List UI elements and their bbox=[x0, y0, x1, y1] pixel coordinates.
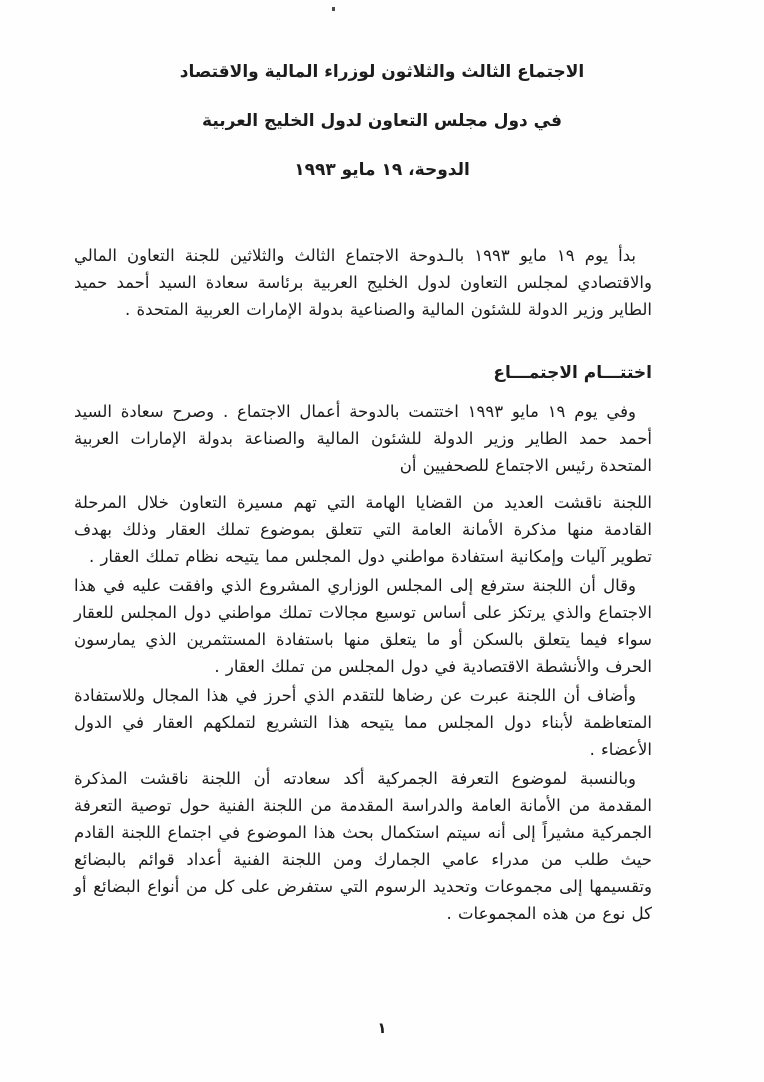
document-body bbox=[0, 242, 764, 927]
paragraph-customs-tariff: وبالنسبة لموضوع التعرفة الجمركية أكد سعادته أن اللجنة ناقشت المذكرة المقدمة من الأمانة العامة والدراسة المقدمة من اللجنة الفنية حول توصية التعرفة الجمركية مشيراً إلى أنه سيتم استكمال بحث هذا الموضوع في اجتماع اللجنة القادم حيث طلب من مدراء عامي الجمارك ومن اللجنة الفنية أعداد قوائم بالبضائع وتقسيمها إلى مجموعات وتحديد الرسوم التي ستفرض على كل من أنواع البضائع أو كل نوع من هذه المجموعات . bbox=[74, 769, 652, 923]
scan-speck bbox=[332, 7, 335, 11]
title-line-council: في دول مجلس التعاون لدول الخليج العربية bbox=[202, 111, 562, 131]
title-line-date-place: الدوحة، ١٩ مايو ١٩٩٣ bbox=[294, 160, 470, 180]
paragraph-committee-satisfaction: وأضاف أن اللجنة عبرت عن رضاها للتقدم الذي أحرز في هذا المجال وللاستفادة المتعاظمة لأبناء دول المجلس مما يتيحه هذا التشريع لتملكهم العقار في الدول الأعضاء . bbox=[74, 686, 652, 759]
paragraph-property-project: وقال أن اللجنة سترفع إلى المجلس الوزاري المشروع الذي وافقت عليه في هذا الاجتماع والذي يرتكز على أساس توسيع مجالات تملك مواطني دول المجلس للعقار سواء فيما يتعلق بالسكن أو ما يتعلق منها باستفادة المستثمرين الذي يمارسون الحرف والأنشطة الاقتصادية في دول المجلس من تملك العقار . bbox=[74, 576, 652, 676]
paragraph-committee-issues: اللجنة ناقشت العديد من القضايا الهامة التي تهم مسيرة التعاون خلال المرحلة القادمة منها مذكرة الأمانة العامة التي تتعلق بموضوع تملك العقار وذلك بهدف تطوير آليات وإمكانية استفادة مواطني دول المجلس مما يتيحه نظام تملك العقار . bbox=[74, 493, 652, 566]
section-heading-closing: اختتـــام الاجتمـــاع bbox=[493, 363, 652, 383]
document-title-block bbox=[0, 0, 764, 182]
paragraph-opening: بدأ يوم ١٩ مايو ١٩٩٣ بالـدوحة الاجتماع الثالث والثلاثين للجنة التعاون المالي والاقتصادي لمجلس التعاون لدول الخليج العربية برئاسة سعادة السيد أحمد حميد الطاير وزير الدولة للشئون المالية والصناعية بدولة الإمارات العربية المتحدة . bbox=[74, 246, 652, 319]
paragraph-closing-statement: وفي يوم ١٩ مايو ١٩٩٣ اختتمت بالدوحة أعمال الاجتماع . وصرح سعادة السيد أحمد حمد الطاير وزير الدولة للشئون المالية والصناعة بدولة الإمارات العربية المتحدة رئيس الاجتماع للصحفيين أن bbox=[74, 402, 652, 475]
page-number: ١ bbox=[377, 1019, 387, 1037]
title-line-meeting: الاجتماع الثالث والثلاثون لوزراء المالية والاقتصاد bbox=[179, 62, 585, 82]
